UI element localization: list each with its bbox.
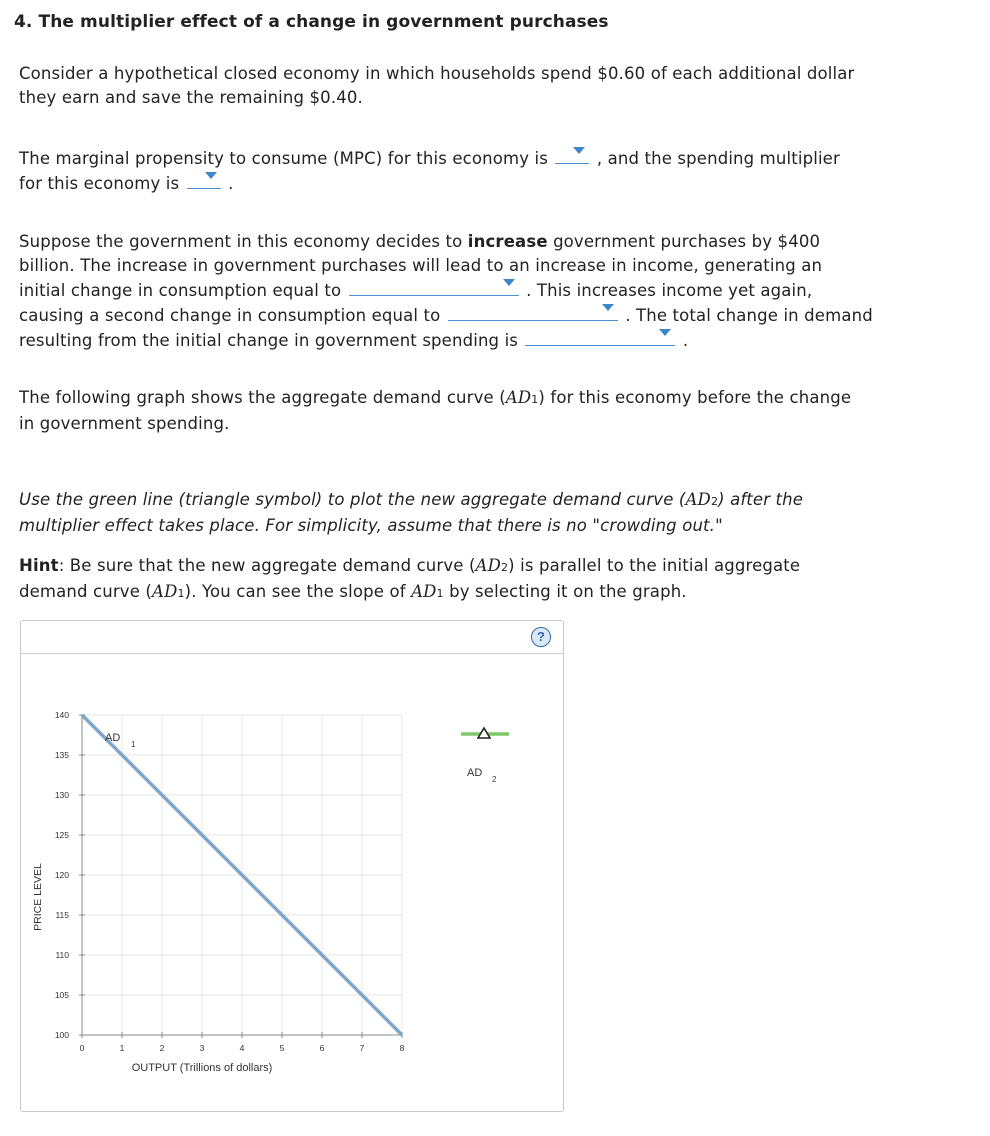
- y-tick-label: 105: [54, 990, 69, 1000]
- hint-text-5: by selecting it on the graph.: [449, 582, 687, 601]
- x-tick-label: 7: [359, 1043, 365, 1053]
- graph-intro-text-2: ) for this economy before the change: [538, 388, 852, 407]
- x-tick-label: 5: [279, 1043, 285, 1053]
- hint-paragraph: [19, 554, 800, 606]
- x-tick-label: 1: [119, 1043, 125, 1053]
- instruction-paragraph: [19, 488, 803, 538]
- instruction-text-2: ) after the: [718, 490, 804, 509]
- ad-symbol: AD: [685, 490, 711, 509]
- spending-line-3b: . This increases income yet again,: [526, 281, 813, 300]
- ad1-label: AD: [105, 732, 121, 744]
- hint-text-1: : Be sure that the new aggregate demand curve (: [58, 556, 476, 575]
- mpc-text-2: , and the spending multiplier: [596, 149, 840, 168]
- chevron-down-icon: [659, 329, 671, 336]
- ad-symbol: AD: [505, 388, 532, 407]
- chevron-down-icon: [503, 279, 515, 286]
- hint-text-2: ) is parallel to the initial aggregate: [508, 556, 801, 575]
- ad-subscript: 2: [501, 561, 509, 574]
- spending-line-4a: causing a second change in consumption equal to: [19, 306, 441, 325]
- x-tick-label: 8: [399, 1043, 405, 1053]
- spending-line-4b: . The total change in demand: [625, 306, 873, 325]
- spending-line-3a: initial change in consumption equal to: [19, 281, 342, 300]
- help-icon[interactable]: ?: [531, 627, 551, 647]
- graph-intro-text-3: in government spending.: [19, 414, 230, 433]
- x-tick-label: 6: [319, 1043, 325, 1053]
- spending-paragraph: [19, 230, 873, 353]
- mpc-text-3: for this economy is: [19, 174, 180, 193]
- hint-text-3: demand curve (: [19, 582, 152, 601]
- y-tick-label: 140: [54, 710, 69, 720]
- spending-line-1c: government purchases by $400: [553, 232, 821, 251]
- x-tick-label: 4: [239, 1043, 245, 1053]
- y-tick-label: 130: [54, 790, 69, 800]
- spending-line-5b: .: [682, 331, 689, 350]
- chart-ticks: [55, 710, 405, 1053]
- y-tick-label: 100: [54, 1030, 69, 1040]
- mpc-dropdown[interactable]: [555, 146, 589, 164]
- mpc-text-4: .: [228, 174, 234, 193]
- ad-subscript: 2: [710, 495, 719, 508]
- chevron-down-icon: [573, 147, 585, 154]
- x-tick-label: 0: [79, 1043, 85, 1053]
- y-tick-label: 125: [54, 830, 69, 840]
- ad-subscript: 1: [531, 393, 539, 406]
- ad-subscript: 1: [436, 587, 444, 600]
- spending-line-1a: Suppose the government in this economy decides to: [19, 232, 463, 251]
- ad2-tool[interactable]: [461, 728, 509, 738]
- y-axis-label: PRICE LEVEL: [32, 863, 44, 931]
- x-axis-label: OUTPUT (Trillions of dollars): [131, 1062, 273, 1074]
- mpc-text-1: The marginal propensity to consume (MPC) for this economy is: [19, 149, 548, 168]
- x-tick-label: 2: [159, 1043, 165, 1053]
- mpc-paragraph: [19, 146, 840, 196]
- intro-paragraph: [19, 62, 854, 110]
- ad-symbol: AD: [411, 582, 437, 601]
- graph-intro-paragraph: [19, 386, 851, 436]
- multiplier-dropdown[interactable]: [187, 171, 221, 189]
- y-tick-label: 115: [55, 910, 69, 920]
- instruction-text-3: multiplier effect takes place. For simplicity, assume that there is no "crowding out.": [19, 516, 723, 535]
- ad-subscript: 1: [177, 587, 185, 600]
- spending-line-5a: resulting from the initial change in government spending is: [19, 331, 519, 350]
- ad1-subscript: 1: [131, 740, 136, 749]
- second-consumption-dropdown[interactable]: [448, 303, 618, 321]
- ad-chart[interactable]: [21, 621, 563, 1111]
- ad-symbol: AD: [152, 582, 178, 601]
- hint-text-4: ). You can see the slope of: [184, 582, 406, 601]
- y-tick-label: 120: [54, 870, 69, 880]
- question-title: 4. The multiplier effect of a change in government purchases: [14, 12, 609, 32]
- intro-line-2: they earn and save the remaining $0.40.: [19, 88, 363, 107]
- chevron-down-icon: [602, 304, 614, 311]
- ad2-label: AD: [467, 767, 483, 779]
- total-demand-dropdown[interactable]: [525, 328, 675, 346]
- hint-label: Hint: [19, 556, 59, 575]
- first-consumption-dropdown[interactable]: [349, 278, 519, 296]
- x-tick-label: 3: [199, 1043, 205, 1053]
- y-tick-label: 135: [54, 750, 69, 760]
- ad2-subscript: 2: [492, 775, 497, 784]
- intro-line-1: Consider a hypothetical closed economy in which households spend $0.60 of each additional dollar: [19, 64, 855, 83]
- instruction-text-1: Use the green line (triangle symbol) to plot the new aggregate demand curve (: [19, 490, 686, 509]
- y-tick-label: 110: [55, 950, 69, 960]
- increase-emphasis: increase: [467, 232, 548, 251]
- ad-symbol: AD: [475, 556, 501, 575]
- graph-intro-text-1: The following graph shows the aggregate demand curve (: [19, 388, 506, 407]
- graph-panel: [20, 620, 564, 1112]
- spending-line-2: billion. The increase in government purchases will lead to an increase in income, generating an: [19, 256, 823, 275]
- chevron-down-icon: [205, 172, 217, 179]
